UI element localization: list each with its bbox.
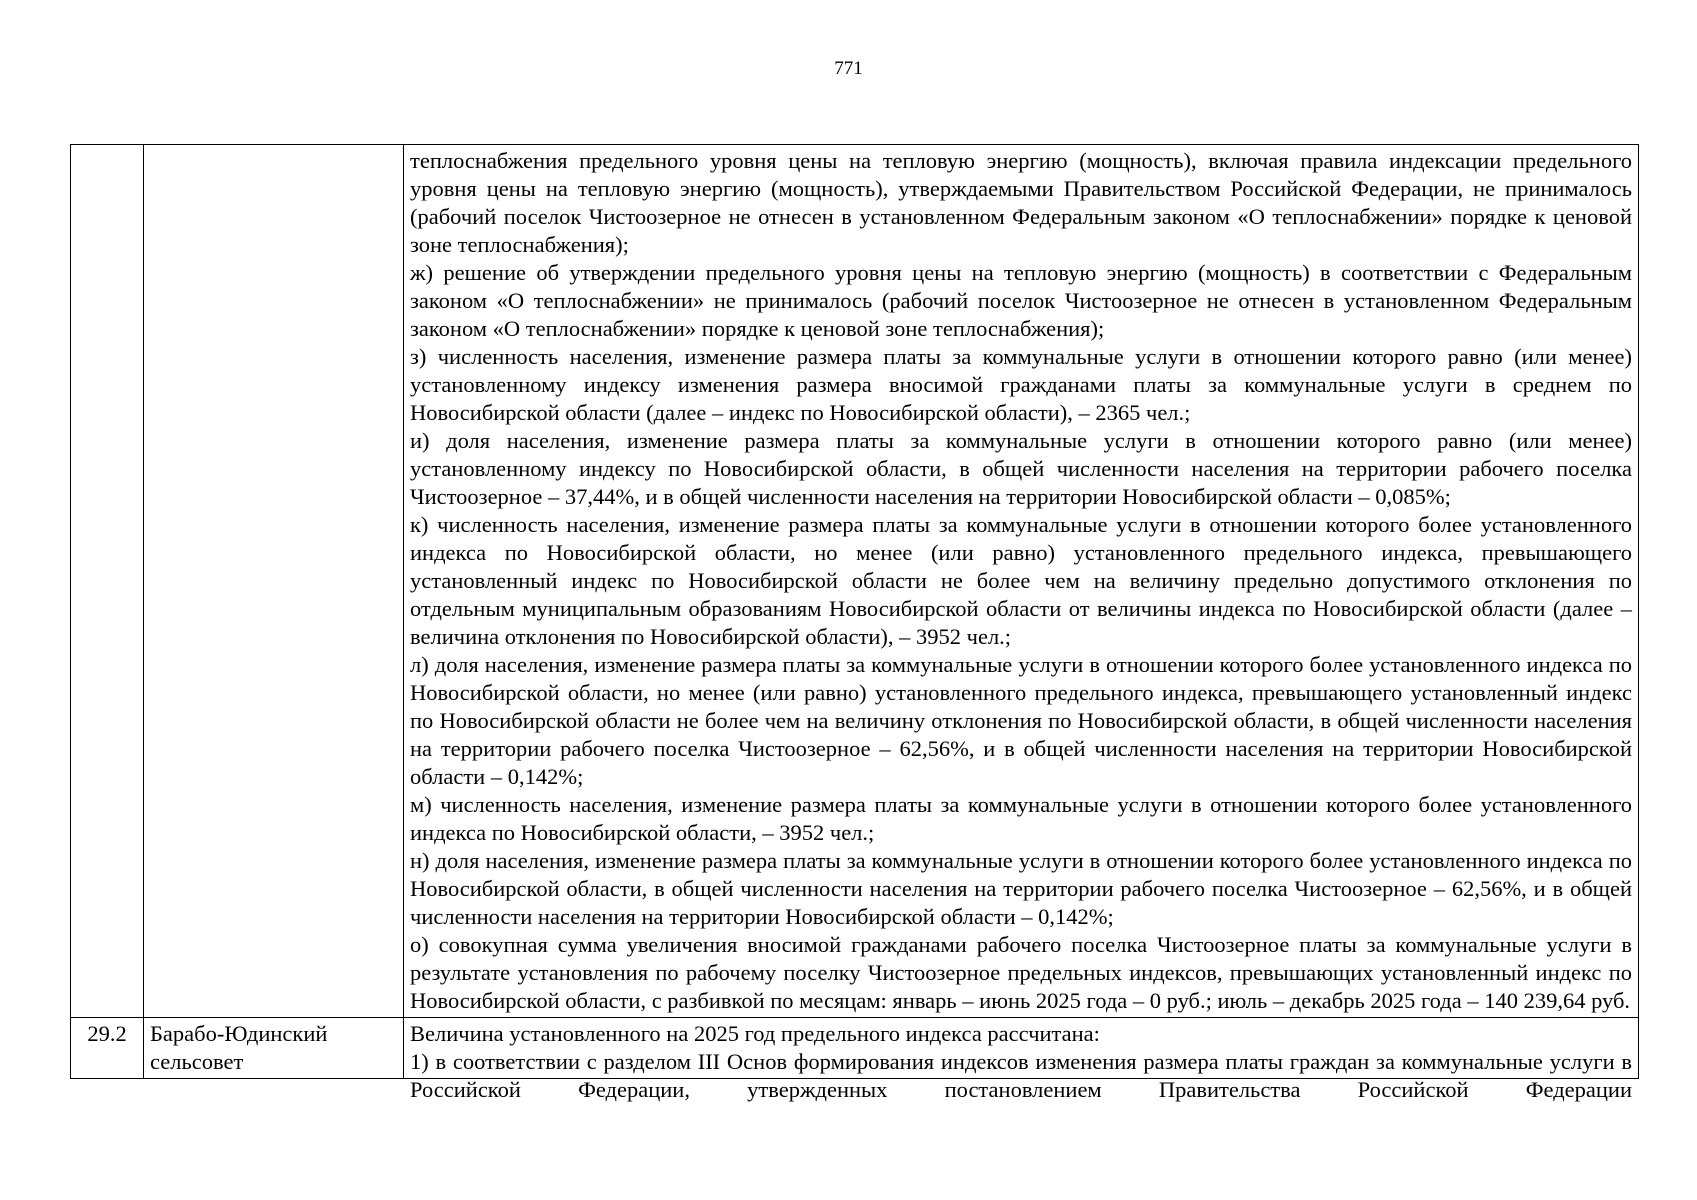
table-row bbox=[71, 145, 1639, 1018]
paragraph-heat-supply-continuation: теплоснабжения предельного уровня цены на тепловую энергию (мощность), включая правила индексации предельного уровня цены на тепловую энергию (мощность), утверждаемыми Правительством Российской Федерации, не принималось (рабочий поселок Чистоозерное не отнесен в установленном Федеральным законом «О теплоснабжении» порядке к ценовой зоне теплоснабжения); bbox=[410, 148, 1632, 257]
paragraph-index-calculated: Величина установленного на 2025 год предельного индекса рассчитана: bbox=[410, 1021, 1100, 1046]
row-number-cell: 29.2 bbox=[71, 1018, 144, 1079]
paragraph-k: к) численность населения, изменение размера платы за коммунальные услуги в отношении которого более установленного индекса по Новосибирской области, но менее (или равно) установленного предельного индекса, превышающего установленный индекс по Новосибирской области не более чем на величину предельно допустимого отклонения по отдельным муниципальным образованиям Новосибирской области от величины индекса по Новосибирской области (далее – величина отклонения по Новосибирской области), – 3952 чел.; bbox=[410, 512, 1632, 649]
paragraph-o: о) совокупная сумма увеличения вносимой гражданами рабочего поселка Чистоозерное платы за коммунальные услуги в результате установления по рабочему поселку Чистоозерное предельных индексов, превышающих установленный индекс по Новосибирской области, с разбивкой по месяцам: январь – июнь 2025 года – 0 руб.; июль – декабрь 2025 года – 140 239,64 руб. bbox=[410, 932, 1632, 1013]
paragraph-section-iii: 1) в соответствии с разделом III Основ формирования индексов изменения размера платы граждан за коммунальные услуги в Российской Федерации, утвержденных постановлением Правительства Российской Федерации bbox=[410, 1049, 1632, 1102]
paragraph-i: и) доля населения, изменение размера платы за коммунальные услуги в отношении которого равно (или менее) установленному индексу по Новосибирской области, в общей численности населения на территории рабочего поселка Чистоозерное – 37,44%, и в общей численности населения на территории Новосибирской области – 0,085%; bbox=[410, 428, 1632, 509]
paragraph-zh: ж) решение об утверждении предельного уровня цены на тепловую энергию (мощность) в соответствии с Федеральным законом «О теплоснабжении» не принималось (рабочий поселок Чистоозерное не отнесен в установленном Федеральным законом «О теплоснабжении» порядке к ценовой зоне теплоснабжения); bbox=[410, 260, 1632, 341]
paragraph-clip bbox=[410, 1048, 1632, 1102]
municipality-name-cell bbox=[144, 145, 404, 1018]
paragraph-z: з) численность населения, изменение размера платы за коммунальные услуги в отношении которого равно (или менее) установленному индексу изменения размера вносимой гражданами платы за коммунальные услуги в среднем по Новосибирской области (далее – индекс по Новосибирской области), – 2365 чел.; bbox=[410, 344, 1632, 425]
paragraph-n: н) доля населения, изменение размера платы за коммунальные услуги в отношении которого более установленного индекса по Новосибирской области, в общей численности населения на территории рабочего поселка Чистоозерное – 62,56%, и в общей численности населения на территории Новосибирской области – 0,142%; bbox=[410, 848, 1632, 929]
page-number: 771 bbox=[834, 58, 863, 79]
municipality-name-cell: Барабо-Юдинский сельсовет bbox=[144, 1018, 404, 1079]
description-cell bbox=[404, 1018, 1639, 1102]
table-row bbox=[71, 1018, 1639, 1079]
municipal-index-table bbox=[70, 144, 1639, 1102]
description-cell bbox=[404, 145, 1639, 1018]
paragraph-m: м) численность населения, изменение размера платы за коммунальные услуги в отношении которого более установленного индекса по Новосибирской области, – 3952 чел.; bbox=[410, 792, 1632, 845]
row-number-cell bbox=[71, 145, 144, 1018]
paragraph-l: л) доля населения, изменение размера платы за коммунальные услуги в отношении которого более установленного индекса по Новосибирской области, но менее (или равно) установленного предельного индекса, превышающего установленный индекс по Новосибирской области не более чем на величину отклонения по Новосибирской области, в общей численности населения на территории рабочего поселка Чистоозерное – 62,56%, и в общей численности населения на территории Новосибирской области – 0,142%; bbox=[410, 652, 1632, 789]
